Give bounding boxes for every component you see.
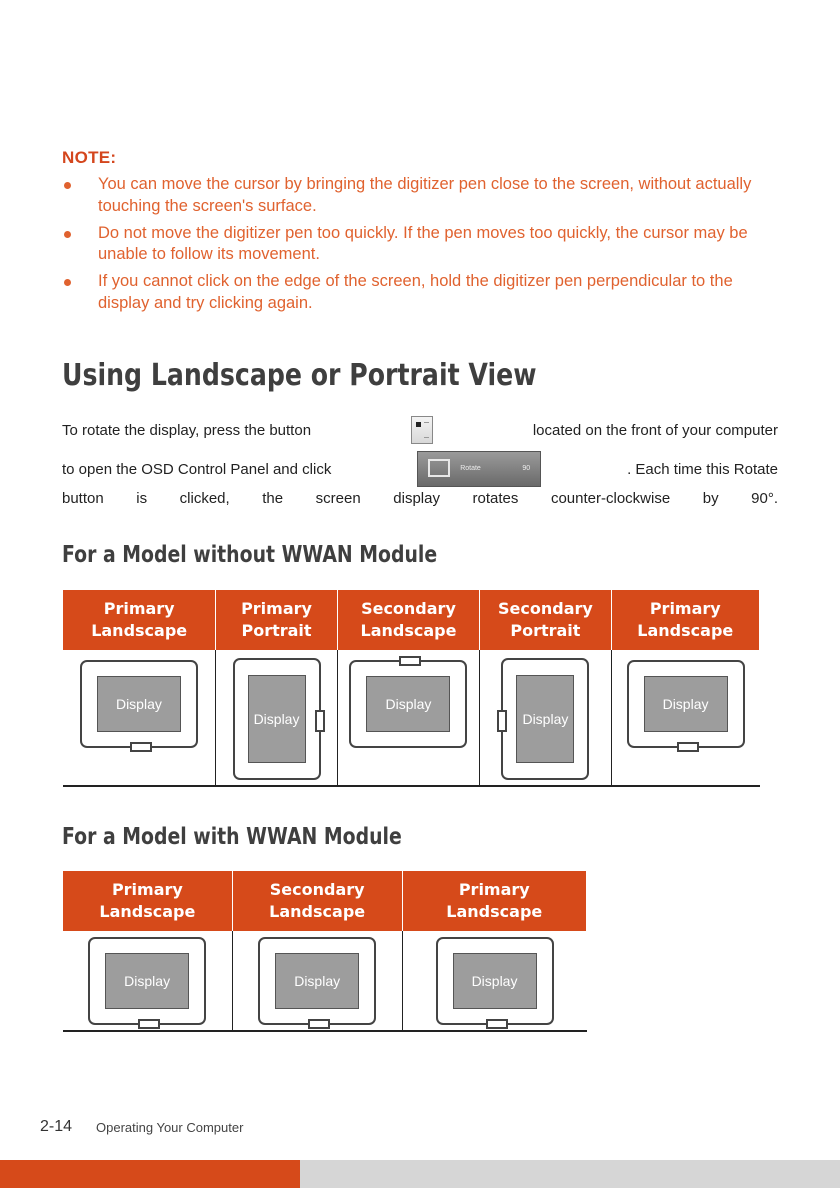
header-cell: Primary Landscape (63, 590, 216, 650)
paragraph-line-3: button is clicked, the screen display rotates counter-clockwise by 90°. (62, 490, 778, 507)
tablet-secondary-landscape-image: Display (258, 937, 376, 1025)
header-cell: Primary Landscape (611, 590, 759, 650)
footer-bar-accent (0, 1160, 300, 1188)
tablet-primary-landscape-image: Display (436, 937, 554, 1025)
paragraph-line-2: to open the OSD Control Panel and click Rotate 90 . Each time this Rotate (62, 451, 778, 487)
bullet-icon (64, 231, 71, 238)
tablet-primary-landscape-image: Display (627, 660, 745, 748)
tablet-secondary-portrait-image: Display (501, 658, 589, 780)
footer-bar-gray (300, 1160, 840, 1188)
tablet-primary-landscape-image: Display (80, 660, 198, 748)
image-cell (611, 650, 759, 786)
rotate-icon (428, 459, 450, 477)
rotation-table-with-wwan (62, 871, 587, 1032)
image-cell (480, 650, 611, 786)
note-item: If you cannot click on the edge of the screen, hold the digitizer pen perpendicular to the display and try clicking again. (62, 271, 782, 314)
note-item: You can move the cursor by bringing the digitizer pen close to the screen, without actually touching the screen's surface. (62, 174, 782, 217)
note-title: NOTE: (62, 148, 117, 167)
note-list (62, 174, 782, 320)
image-cell (402, 931, 586, 1031)
image-cell (337, 650, 480, 786)
image-cell (216, 650, 337, 786)
page-number: 2-14 (40, 1118, 73, 1135)
tablet-secondary-landscape-image: Display (349, 660, 467, 748)
with-wwan-heading: For a Model with WWAN Module (62, 824, 402, 850)
paragraph-line-1: To rotate the display, press the button located on the front of your computer (62, 416, 778, 444)
osd-key-icon (411, 416, 433, 444)
without-wwan-heading: For a Model without WWAN Module (62, 542, 438, 568)
image-cell (232, 931, 402, 1031)
section-heading: Using Landscape or Portrait View (62, 358, 537, 393)
osd-rotate-button-icon: Rotate 90 (417, 451, 541, 487)
image-cell (63, 931, 233, 1031)
header-cell: Primary Landscape (63, 871, 233, 931)
header-cell: Secondary Landscape (337, 590, 480, 650)
bullet-icon (64, 182, 71, 189)
tablet-primary-portrait-image: Display (233, 658, 321, 780)
rotation-table-without-wwan (62, 590, 760, 787)
tablet-primary-landscape-image: Display (88, 937, 206, 1025)
bullet-icon (64, 279, 71, 286)
image-cell (63, 650, 216, 786)
header-cell: Primary Landscape (402, 871, 586, 931)
note-item: Do not move the digitizer pen too quickly. If the pen moves too quickly, the cursor may be unable to follow its movement. (62, 223, 782, 266)
chapter-title: Operating Your Computer (96, 1120, 244, 1135)
header-cell: Secondary Landscape (232, 871, 402, 931)
header-cell: Secondary Portrait (480, 590, 611, 650)
header-cell: Primary Portrait (216, 590, 337, 650)
